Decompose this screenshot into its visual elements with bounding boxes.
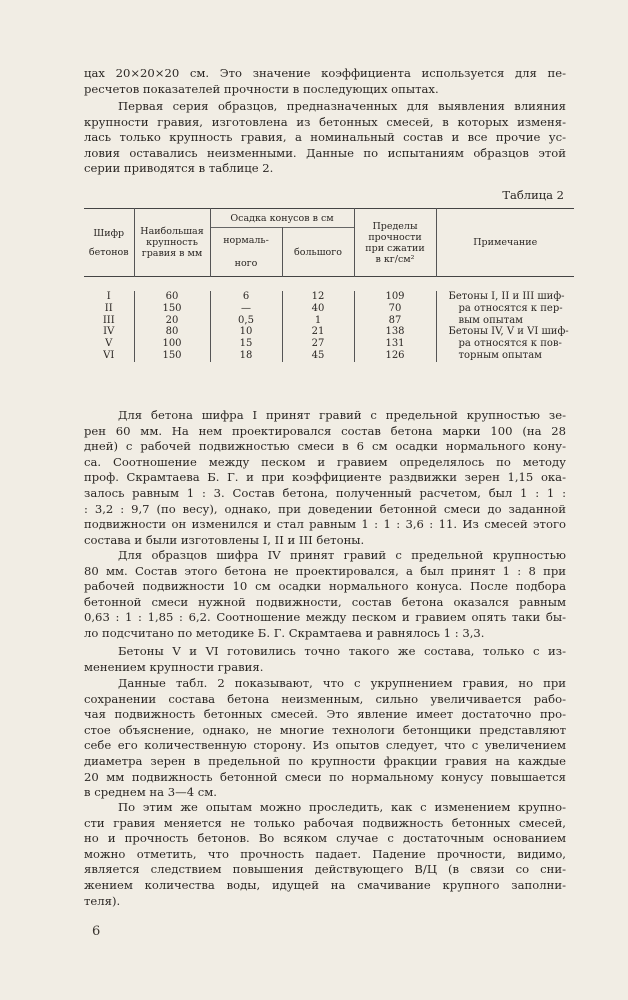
text-line: 20 мм подвижность бетонной смеси по нормальному конусу повышается: [84, 769, 566, 784]
text-line: рабочей подвижности 10 см осадки нормального конуса. После подбора: [84, 579, 566, 594]
table-caption: Таблица 2: [502, 188, 564, 202]
text-line: является следствием повышения действующего В/Ц (в связи со сни-: [84, 862, 566, 877]
table-row: [84, 350, 574, 362]
cell-strength: 126: [354, 350, 436, 362]
text-line: теля).: [84, 893, 121, 908]
cell-note: Бетоны I, II и III шиф-: [436, 291, 574, 303]
header-code: [84, 209, 134, 277]
cell-note: Бетоны IV, V и VI шиф-: [436, 326, 574, 338]
header-text: крупность: [146, 237, 198, 248]
cell-note: вым опытам: [436, 315, 574, 327]
table-row: [84, 303, 574, 315]
cell-strength: 131: [354, 338, 436, 350]
text-line: ресчетов показателей прочности в последующих опытах.: [84, 81, 439, 96]
cell-normal: —: [210, 303, 282, 315]
cell-normal: 15: [210, 338, 282, 350]
header-text: бетонов: [88, 246, 129, 258]
text-line: Для образцов шифра IV принят гравий с предельной крупностью: [118, 548, 566, 562]
cell-size: 80: [134, 326, 210, 338]
table-row: [84, 291, 574, 303]
paragraph-concrete-I: [84, 408, 566, 548]
text-line: себе его количественную сторону. Из опытов следует, что с увеличением: [84, 738, 566, 753]
cell-note: торным опытам: [436, 350, 574, 362]
header-slump-normal: [210, 228, 282, 277]
cell-normal: 10: [210, 326, 282, 338]
paragraph-first-series: [84, 99, 566, 177]
header-note: Примечание: [436, 209, 574, 277]
header-text: в кг/см²: [375, 253, 415, 265]
text-line: дней) с рабочей подвижностью смеси в 6 см осадки нормального кону-: [84, 439, 566, 454]
header-text: нормаль-: [223, 235, 269, 246]
text-line: проф. Скрамтаева Б. Г. и при коэффициенте раздвижки зерен 1,15 ока-: [84, 470, 566, 485]
text-line: залось равным 1 : 3. Состав бетона, полученный расчетом, был 1 : 1 :: [84, 485, 566, 500]
header-max-size: [134, 209, 210, 277]
text-line: Данные табл. 2 показывают, что с укрупнением гравия, но при: [118, 676, 566, 690]
text-line: бетонной смеси нужной подвижности, состав бетона оказался равным: [84, 594, 566, 609]
cell-note: ра относятся к пер-: [436, 303, 574, 315]
text-line: Первая серия образцов, предназначенных для выявления влияния: [118, 99, 566, 113]
cell-size: 60: [134, 291, 210, 303]
paragraph-concrete-V-VI: [84, 644, 566, 675]
text-line: лась только крупность гравия, а номинальный состав и все прочие ус-: [84, 130, 566, 145]
text-line: 80 мм. Состав этого бетона не проектировался, а был принят 1 : 8 при: [84, 563, 566, 578]
header-text: Шифр: [93, 227, 125, 239]
table-row: [84, 315, 574, 327]
cell-large: 45: [282, 350, 354, 362]
header-slump: Осадка конусов в см: [210, 209, 354, 228]
text-line: ло подсчитано по методике Б. Г. Скрамтаева и равнялось 1 : 3,3.: [84, 625, 485, 640]
cell-code: III: [84, 315, 134, 327]
cell-normal: 6: [210, 291, 282, 303]
header-text: прочности: [368, 231, 422, 243]
text-line: подвижности он изменился и стал равным 1 : 1 : 3,6 : 11. Из смесей этого: [84, 517, 566, 532]
text-line: По этим же опытам можно проследить, как с изменением крупно-: [118, 800, 566, 814]
table-row: [84, 338, 574, 350]
cell-note: ра относятся к пов-: [436, 338, 574, 350]
text-line: но и прочность бетонов. Во всяком случае с достаточным основанием: [84, 831, 566, 846]
cell-strength: 70: [354, 303, 436, 315]
cell-size: 150: [134, 303, 210, 315]
text-line: жением количества воды, идущей на смачивание крупного заполни-: [84, 877, 566, 892]
cell-large: 27: [282, 338, 354, 350]
text-line: чая подвижность бетонных смесей. Это явление имеет достаточно про-: [84, 707, 566, 722]
cell-strength: 138: [354, 326, 436, 338]
cell-strength: 87: [354, 315, 436, 327]
cell-size: 20: [134, 315, 210, 327]
text-line: стое объяснение, однако, не многие технологи бетонщики представляют: [84, 722, 566, 737]
text-line: диаметра зерен в предельной по крупности фракции гравия на каждые: [84, 753, 566, 768]
text-line: сохранении состава бетона неизменным, сильно увеличивается рабо-: [84, 691, 566, 706]
cell-large: 40: [282, 303, 354, 315]
cell-large: 12: [282, 291, 354, 303]
paragraph-concrete-IV: [84, 548, 566, 642]
table-body: [84, 291, 574, 362]
paragraph-intro: [84, 66, 566, 97]
text-line: Для бетона шифра I принят гравий с предельной крупностью зе-: [118, 408, 566, 422]
cell-large: 21: [282, 326, 354, 338]
cell-code: I: [84, 291, 134, 303]
cell-code: V: [84, 338, 134, 350]
header-text: Пределы: [372, 220, 418, 232]
text-line: менением крупности гравия.: [84, 659, 264, 674]
header-text: Наибольшая: [140, 226, 204, 237]
paragraph-strength: [84, 800, 566, 909]
text-line: са. Соотношение между песком и гравием определялось по методу: [84, 454, 566, 469]
header-slump-large: большого: [282, 228, 354, 277]
header-text: при сжатии: [365, 242, 425, 254]
table-row: [84, 326, 574, 338]
text-line: серии приводятся в таблице 2.: [84, 161, 274, 176]
cell-normal: 18: [210, 350, 282, 362]
header-text: ного: [234, 258, 258, 269]
cell-large: 1: [282, 315, 354, 327]
text-line: в среднем на 3—4 см.: [84, 785, 217, 800]
text-line: состава и были изготовлены I, II и III бетоны.: [84, 532, 365, 547]
text-line: крупности гравия, изготовлена из бетонных смесей, в которых изменя-: [84, 114, 566, 129]
cell-size: 100: [134, 338, 210, 350]
text-line: ловия оставались неизменными. Данные по испытаниям образцов этой: [84, 145, 566, 160]
text-line: рен 60 мм. На нем проектировался состав бетона марки 100 (на 28: [84, 423, 566, 438]
page-number: 6: [92, 924, 101, 939]
header-text: гравия в мм: [141, 248, 203, 259]
text-line: можно отметить, что прочность падает. Падение прочности, видимо,: [84, 846, 566, 861]
cell-code: IV: [84, 326, 134, 338]
paragraph-table-analysis: [84, 676, 566, 801]
text-line: 0,63 : 1 : 1,85 : 6,2. Соотношение между песком и гравием опять таки бы-: [84, 610, 566, 625]
text-line: цах 20×20×20 см. Это значение коэффициента используется для пе-: [84, 66, 566, 80]
text-line: : 3,2 : 9,7 (по весу), однако, при доведении бетонной смеси до заданной: [84, 501, 566, 516]
cell-size: 150: [134, 350, 210, 362]
cell-code: II: [84, 303, 134, 315]
cell-code: VI: [84, 350, 134, 362]
data-table: [84, 208, 574, 362]
cell-strength: 109: [354, 291, 436, 303]
text-line: сти гравия меняется не только рабочая подвижность бетонных смесей,: [84, 815, 566, 830]
cell-normal: 0,5: [210, 315, 282, 327]
text-line: Бетоны V и VI готовились точно такого же состава, только с из-: [118, 644, 566, 658]
header-strength: [354, 209, 436, 277]
